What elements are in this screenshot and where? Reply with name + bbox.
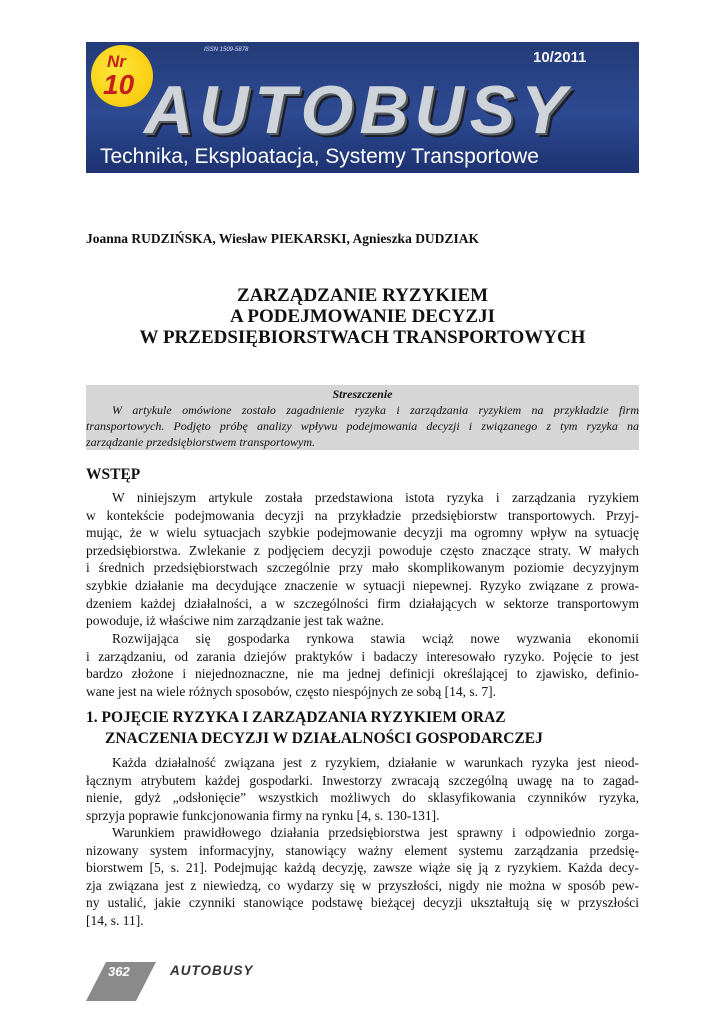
journal-banner (86, 42, 639, 173)
journal-subtitle: Technika, Eksploatacja, Systemy Transportowe (100, 145, 539, 168)
text-line: szybkie działanie ma decydujące znaczenie w sytuacji niepewnej. Ryzyko związane z prowa- (86, 577, 639, 593)
text-line: powoduje, iż właściwe nim zarządzanie jest tak ważne. (86, 613, 384, 629)
paper-title (86, 285, 639, 348)
text-line: [14, s. 11]. (86, 912, 144, 928)
text-line: i średnich przedsiębiorstwach szczególnie przy mało skomplikowanym poziomie decyzyjnym (86, 560, 639, 576)
footer-journal-name: AUTOBUSY (170, 963, 254, 978)
issn-label: ISSN 1509-5878 (204, 47, 249, 53)
text-line: Warunkiem prawidłowego działania przedsiębiorstwa jest sprawny i odpowiednio zorga- (112, 825, 639, 840)
text-line: ny ustalić, jakie czynniki stanowiące podstawę bieżącej decyzji ukształtują się w przyszłości (86, 895, 639, 911)
abstract-line: W artykule omówione zostało zagadnienie ryzyka i zarządzania ryzykiem na przykładzie firm (112, 403, 639, 417)
intro-paragraph-1 (86, 489, 639, 630)
title-line: A PODEJMOWANIE DECYZJI (230, 306, 495, 327)
abstract-body (86, 402, 639, 450)
nr-label: Nr (107, 52, 126, 71)
text-line: nienie, gdyż „odsłonięcie” wszystkich możliwych do sklasyfikowania czynników ryzyka, (86, 790, 639, 806)
section-1-heading (86, 707, 543, 749)
text-line: zja związana jest z niewiedzą, co wydarzy się w przyszłości, nigdy nie można w sposób pew- (86, 877, 639, 893)
intro-heading: WSTĘP (86, 466, 141, 483)
text-line: sprzyja poprawie funkcjonowania firmy na rynku [4, s. 130-131]. (86, 807, 440, 823)
text-line: bardzo złożone i niejednoznaczne, nie ma jednej definicji określającej to zjawisko, definio- (86, 666, 639, 682)
intro-paragraph-2 (86, 630, 639, 700)
heading-line: 1. POJĘCIE RYZYKA I ZARZĄDZANIA RYZYKIEM ORAZ (86, 709, 506, 726)
abstract-heading: Streszczenie (332, 387, 393, 401)
issue-label: 10/2011 (533, 49, 587, 66)
abstract-line: zarządzanie przedsiębiorstwem transportowym. (86, 435, 316, 449)
title-line: W PRZEDSIĘBIORSTWACH TRANSPORTOWYCH (139, 327, 586, 348)
text-line: biorstwem [5, s. 21]. Podejmując każdą decyzję, zawsze wiąże się ją z ryzykiem. Każda decy- (86, 860, 639, 876)
journal-title: AUTOBUSY (144, 72, 573, 148)
page-number: 362 (108, 964, 130, 979)
text-line: dzeniem każdej działalności, a w szczególności firm działających w sektorze transportowym (86, 595, 639, 611)
abstract-box (86, 385, 639, 450)
text-line: Rozwijająca się gospodarka rynkowa stawia wciąż nowe wyzwania ekonomii (112, 631, 639, 646)
text-line: wane jest na wiele różnych sposobów, często niespójnych ze sobą [14, s. 7]. (86, 683, 497, 699)
text-line: nizowany system informacyjny, stanowiący ważny element systemu zarządzania przedsię- (86, 842, 639, 858)
text-line: mując, że w wielu sytuacjach szybkie podejmowanie decyzji ma ogromny wpływ na sytuację (86, 525, 639, 541)
text-line: w kontekście podejmowania decyzji na przykładzie przedsiębiorstw transportowych. Przyj- (86, 507, 639, 523)
text-line: i zarządzaniu, od zarania dziejów praktyków i badaczy interesowało ryzyko. Pojęcie to jest (86, 648, 639, 664)
text-line: przedsiębiorstwa. Zwlekanie z podjęciem decyzji powoduje często znaczące straty. W małych (86, 542, 639, 558)
section-1-paragraph-2 (86, 824, 639, 930)
nr-number: 10 (103, 69, 135, 100)
text-line: W niniejszym artykule została przedstawiona istota ryzyka i zarządzania ryzykiem (112, 490, 639, 505)
heading-line: ZNACZENIA DECYZJI W DZIAŁALNOŚCI GOSPODARCZEJ (105, 730, 543, 747)
section-1-paragraph-1 (86, 754, 639, 824)
authors: Joanna RUDZIŃSKA, Wiesław PIEKARSKI, Agnieszka DUDZIAK (86, 231, 479, 246)
text-line: łącznym atrybutem każdej gospodarki. Inwestorzy zwracają szczególną uwagę na to zagad- (86, 772, 639, 788)
text-line: Każda działalność związana jest z ryzykiem, działanie w warunkach ryzyka jest nieod- (112, 755, 639, 770)
abstract-line: transportowych. Podjęto próbę analizy wpływu podejmowania decyzji i związanego z tym ryzyka na (86, 419, 639, 433)
title-line: ZARZĄDZANIE RYZYKIEM (236, 285, 489, 306)
